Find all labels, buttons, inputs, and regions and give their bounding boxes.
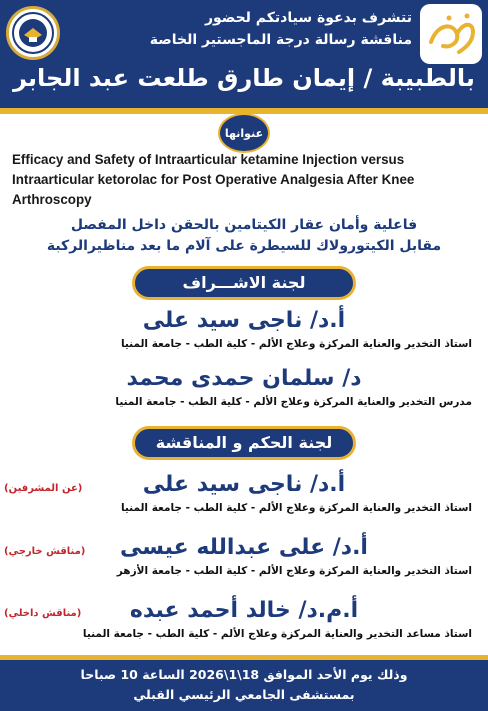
dawa-brand-logo — [420, 4, 482, 64]
role-tag: (عن المشرفين) — [4, 483, 83, 494]
thesis-type-line: مناقشة رسالة درجة الماجستير الخاصة — [149, 32, 412, 48]
title-badge: عنوانها — [218, 113, 270, 153]
invitation-line: تتشرف بدعوة سيادتكم لحضور — [204, 10, 412, 26]
thesis-title-ar-line: فاعلية وأمان عقار الكيتامين بالحقن داخل المفصل — [70, 217, 418, 233]
university-logo — [6, 6, 60, 60]
member-name: أ.د/ ناجى سيد على — [142, 308, 346, 333]
dawa-calligraphy-icon — [423, 8, 479, 60]
footer-banner — [0, 660, 488, 711]
supervisor-1 — [10, 306, 478, 352]
event-venue: بمستشفى الجامعي الرئيسي القبلي — [133, 687, 355, 702]
member-title: استاذ التخدير والعناية المركزة وعلاج الألم - كلية الطب - جامعة المنيا — [120, 338, 472, 350]
thesis-title-arabic — [0, 215, 488, 257]
event-date-time: وذلك يوم الأحد الموافق 18\1\2026 الساعة 10 صباحا — [80, 667, 408, 682]
committee-member-2 — [10, 533, 478, 579]
header-banner — [0, 0, 488, 108]
member-title: مدرس التخدير والعناية المركزة وعلاج الألم - كلية الطب - جامعة المنيا — [115, 396, 472, 408]
committee-member-1 — [10, 470, 478, 516]
member-title: استاذ مساعد التخدير والعناية المركزة وعلاج الألم - كلية الطب - جامعة المنيا — [82, 628, 472, 640]
member-name: أ.م.د/ خالد أحمد عبده — [129, 598, 359, 623]
member-name: د/ سلمان حمدى محمد — [126, 366, 362, 391]
member-name: أ.د/ على عبدالله عيسى — [120, 535, 368, 560]
supervision-heading: لجنة الاشـــراف — [132, 266, 356, 300]
committee-heading: لجنة الحكم و المناقشة — [132, 426, 356, 460]
thesis-title-english — [12, 150, 482, 210]
committee-member-3 — [10, 596, 478, 642]
member-title: استاذ التخدير والعناية المركزة وعلاج الألم - كلية الطب - جامعة المنيا — [120, 502, 472, 514]
university-seal-icon — [11, 11, 55, 55]
thesis-title-en-line: Efficacy and Safety of Intraarticular ketamine Injection versus — [12, 152, 405, 167]
supervisor-2 — [10, 364, 478, 410]
thesis-title-ar-line: مقابل الكيتورولاك للسيطرة على آلام ما بعد مناظيرالركبة — [46, 238, 442, 254]
member-title: استاذ التخدير والعناية المركزة وعلاج الألم - كلية الطب - جامعة الأزهر — [116, 565, 472, 577]
role-tag: (مناقش خارجي) — [4, 546, 86, 557]
role-tag: (مناقش داخلي) — [4, 608, 82, 619]
member-name: أ.د/ ناجى سيد على — [142, 472, 346, 497]
thesis-title-en-line: Arthroscopy — [12, 192, 92, 207]
candidate-name: بالطبيبة / إيمان طارق طلعت عبد الجابر — [13, 64, 475, 92]
thesis-title-en-line: Intraarticular ketorolac for Post Operative Analgesia After Knee — [12, 172, 415, 187]
